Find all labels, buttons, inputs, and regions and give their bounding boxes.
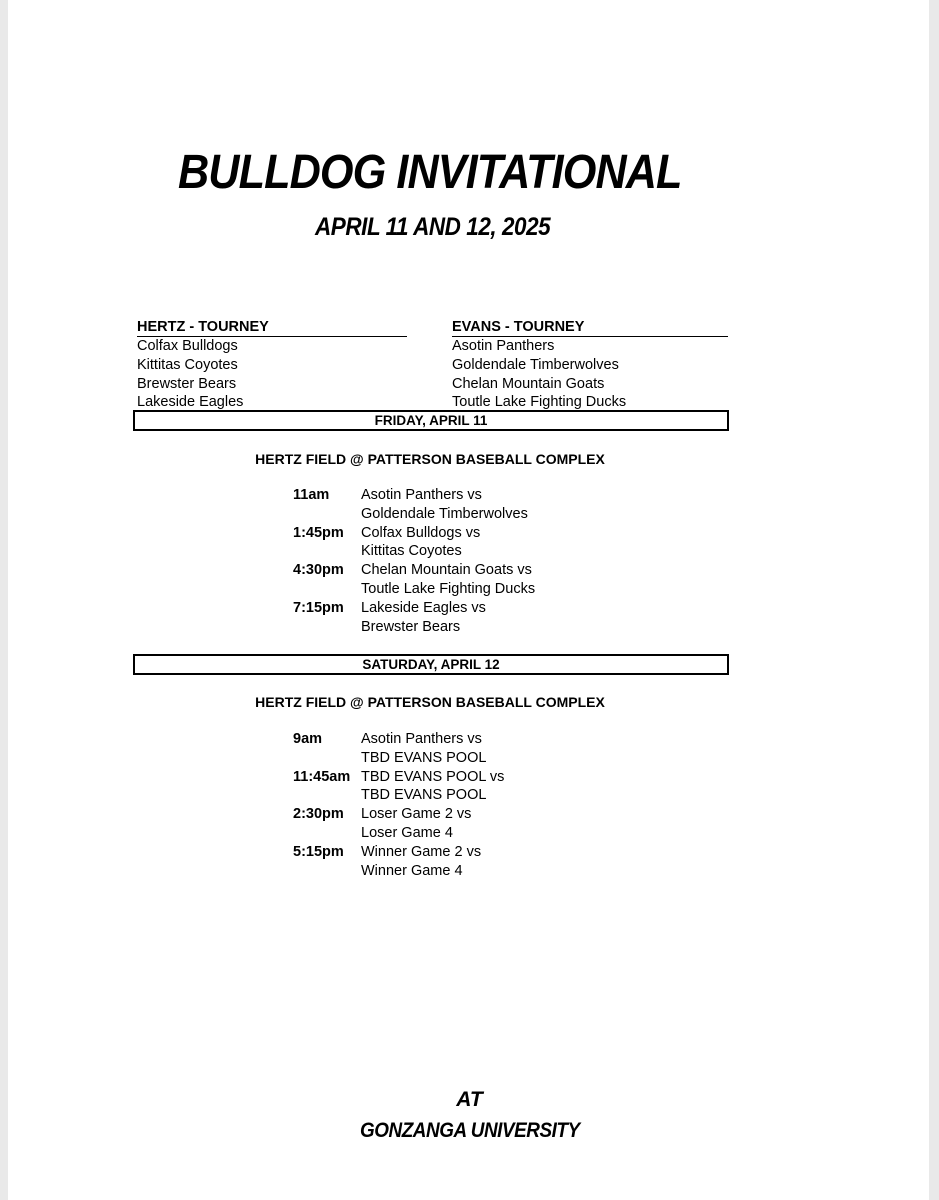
schedule-saturday xyxy=(293,730,613,880)
pool-evans xyxy=(452,318,728,412)
game-team-away: Toutle Lake Fighting Ducks xyxy=(361,580,536,597)
game-team-home: TBD EVANS POOL vs xyxy=(361,768,505,785)
game-team-away: Kittitas Coyotes xyxy=(361,543,462,560)
game-team-home: Asotin Panthers vs xyxy=(361,731,482,747)
game-row xyxy=(293,524,613,562)
game-row xyxy=(293,486,613,524)
game-time: 11am xyxy=(293,487,330,503)
game-time: 9am xyxy=(293,731,323,747)
pool-team: Brewster Bears xyxy=(137,375,237,392)
game-time: 7:15pm xyxy=(293,599,344,616)
pool-hertz xyxy=(137,318,407,412)
game-team-home: Lakeside Eagles vs xyxy=(361,599,486,616)
game-time: 11:45am xyxy=(293,768,351,785)
game-team-home: Colfax Bulldogs vs xyxy=(361,524,481,541)
pool-team: Lakeside Eagles xyxy=(137,394,244,411)
game-team-away: Brewster Bears xyxy=(361,618,461,635)
game-time: 1:45pm xyxy=(293,524,344,541)
game-time: 4:30pm xyxy=(293,562,344,579)
pool-header-hertz: HERTZ - TOURNEY xyxy=(137,318,407,337)
game-row xyxy=(293,730,613,768)
game-row xyxy=(293,561,613,599)
event-dates: APRIL 11 AND 12, 2025 xyxy=(315,213,551,241)
game-team-away: TBD EVANS POOL xyxy=(361,749,487,766)
game-team-away: Loser Game 4 xyxy=(361,824,453,841)
schedule-friday xyxy=(293,486,613,636)
footer-at: AT xyxy=(456,1088,483,1111)
game-team-home: Chelan Mountain Goats vs xyxy=(361,562,532,579)
game-team-home: Loser Game 2 vs xyxy=(361,806,472,823)
pool-team: Asotin Panthers xyxy=(452,338,555,354)
day-header-saturday: SATURDAY, APRIL 12 xyxy=(133,654,729,675)
pool-team: Goldendale Timberwolves xyxy=(452,356,619,373)
venue-friday: HERTZ FIELD @ PATTERSON BASEBALL COMPLEX xyxy=(255,451,605,467)
page-margin-right xyxy=(929,0,939,1200)
pool-team: Kittitas Coyotes xyxy=(137,356,238,373)
pool-team: Toutle Lake Fighting Ducks xyxy=(452,394,627,411)
page-title: BULLDOG INVITATIONAL xyxy=(178,146,682,199)
pool-header-evans: EVANS - TOURNEY xyxy=(452,318,728,337)
game-row xyxy=(293,843,613,881)
game-row xyxy=(293,805,613,843)
footer-location: GONZANGA UNIVERSITY xyxy=(360,1119,580,1142)
game-row xyxy=(293,599,613,637)
game-row xyxy=(293,768,613,806)
pool-team: Chelan Mountain Goats xyxy=(452,375,605,392)
game-team-away: Winner Game 4 xyxy=(361,862,463,879)
page-margin-left xyxy=(0,0,8,1200)
game-team-home: Winner Game 2 vs xyxy=(361,843,482,860)
pool-team: Colfax Bulldogs xyxy=(137,338,238,354)
game-time: 5:15pm xyxy=(293,843,344,860)
day-header-friday: FRIDAY, APRIL 11 xyxy=(133,410,729,431)
game-team-away: TBD EVANS POOL xyxy=(361,787,487,804)
venue-saturday: HERTZ FIELD @ PATTERSON BASEBALL COMPLEX xyxy=(255,694,605,710)
game-time: 2:30pm xyxy=(293,806,344,823)
game-team-away: Goldendale Timberwolves xyxy=(361,505,528,522)
game-team-home: Asotin Panthers vs xyxy=(361,487,482,503)
